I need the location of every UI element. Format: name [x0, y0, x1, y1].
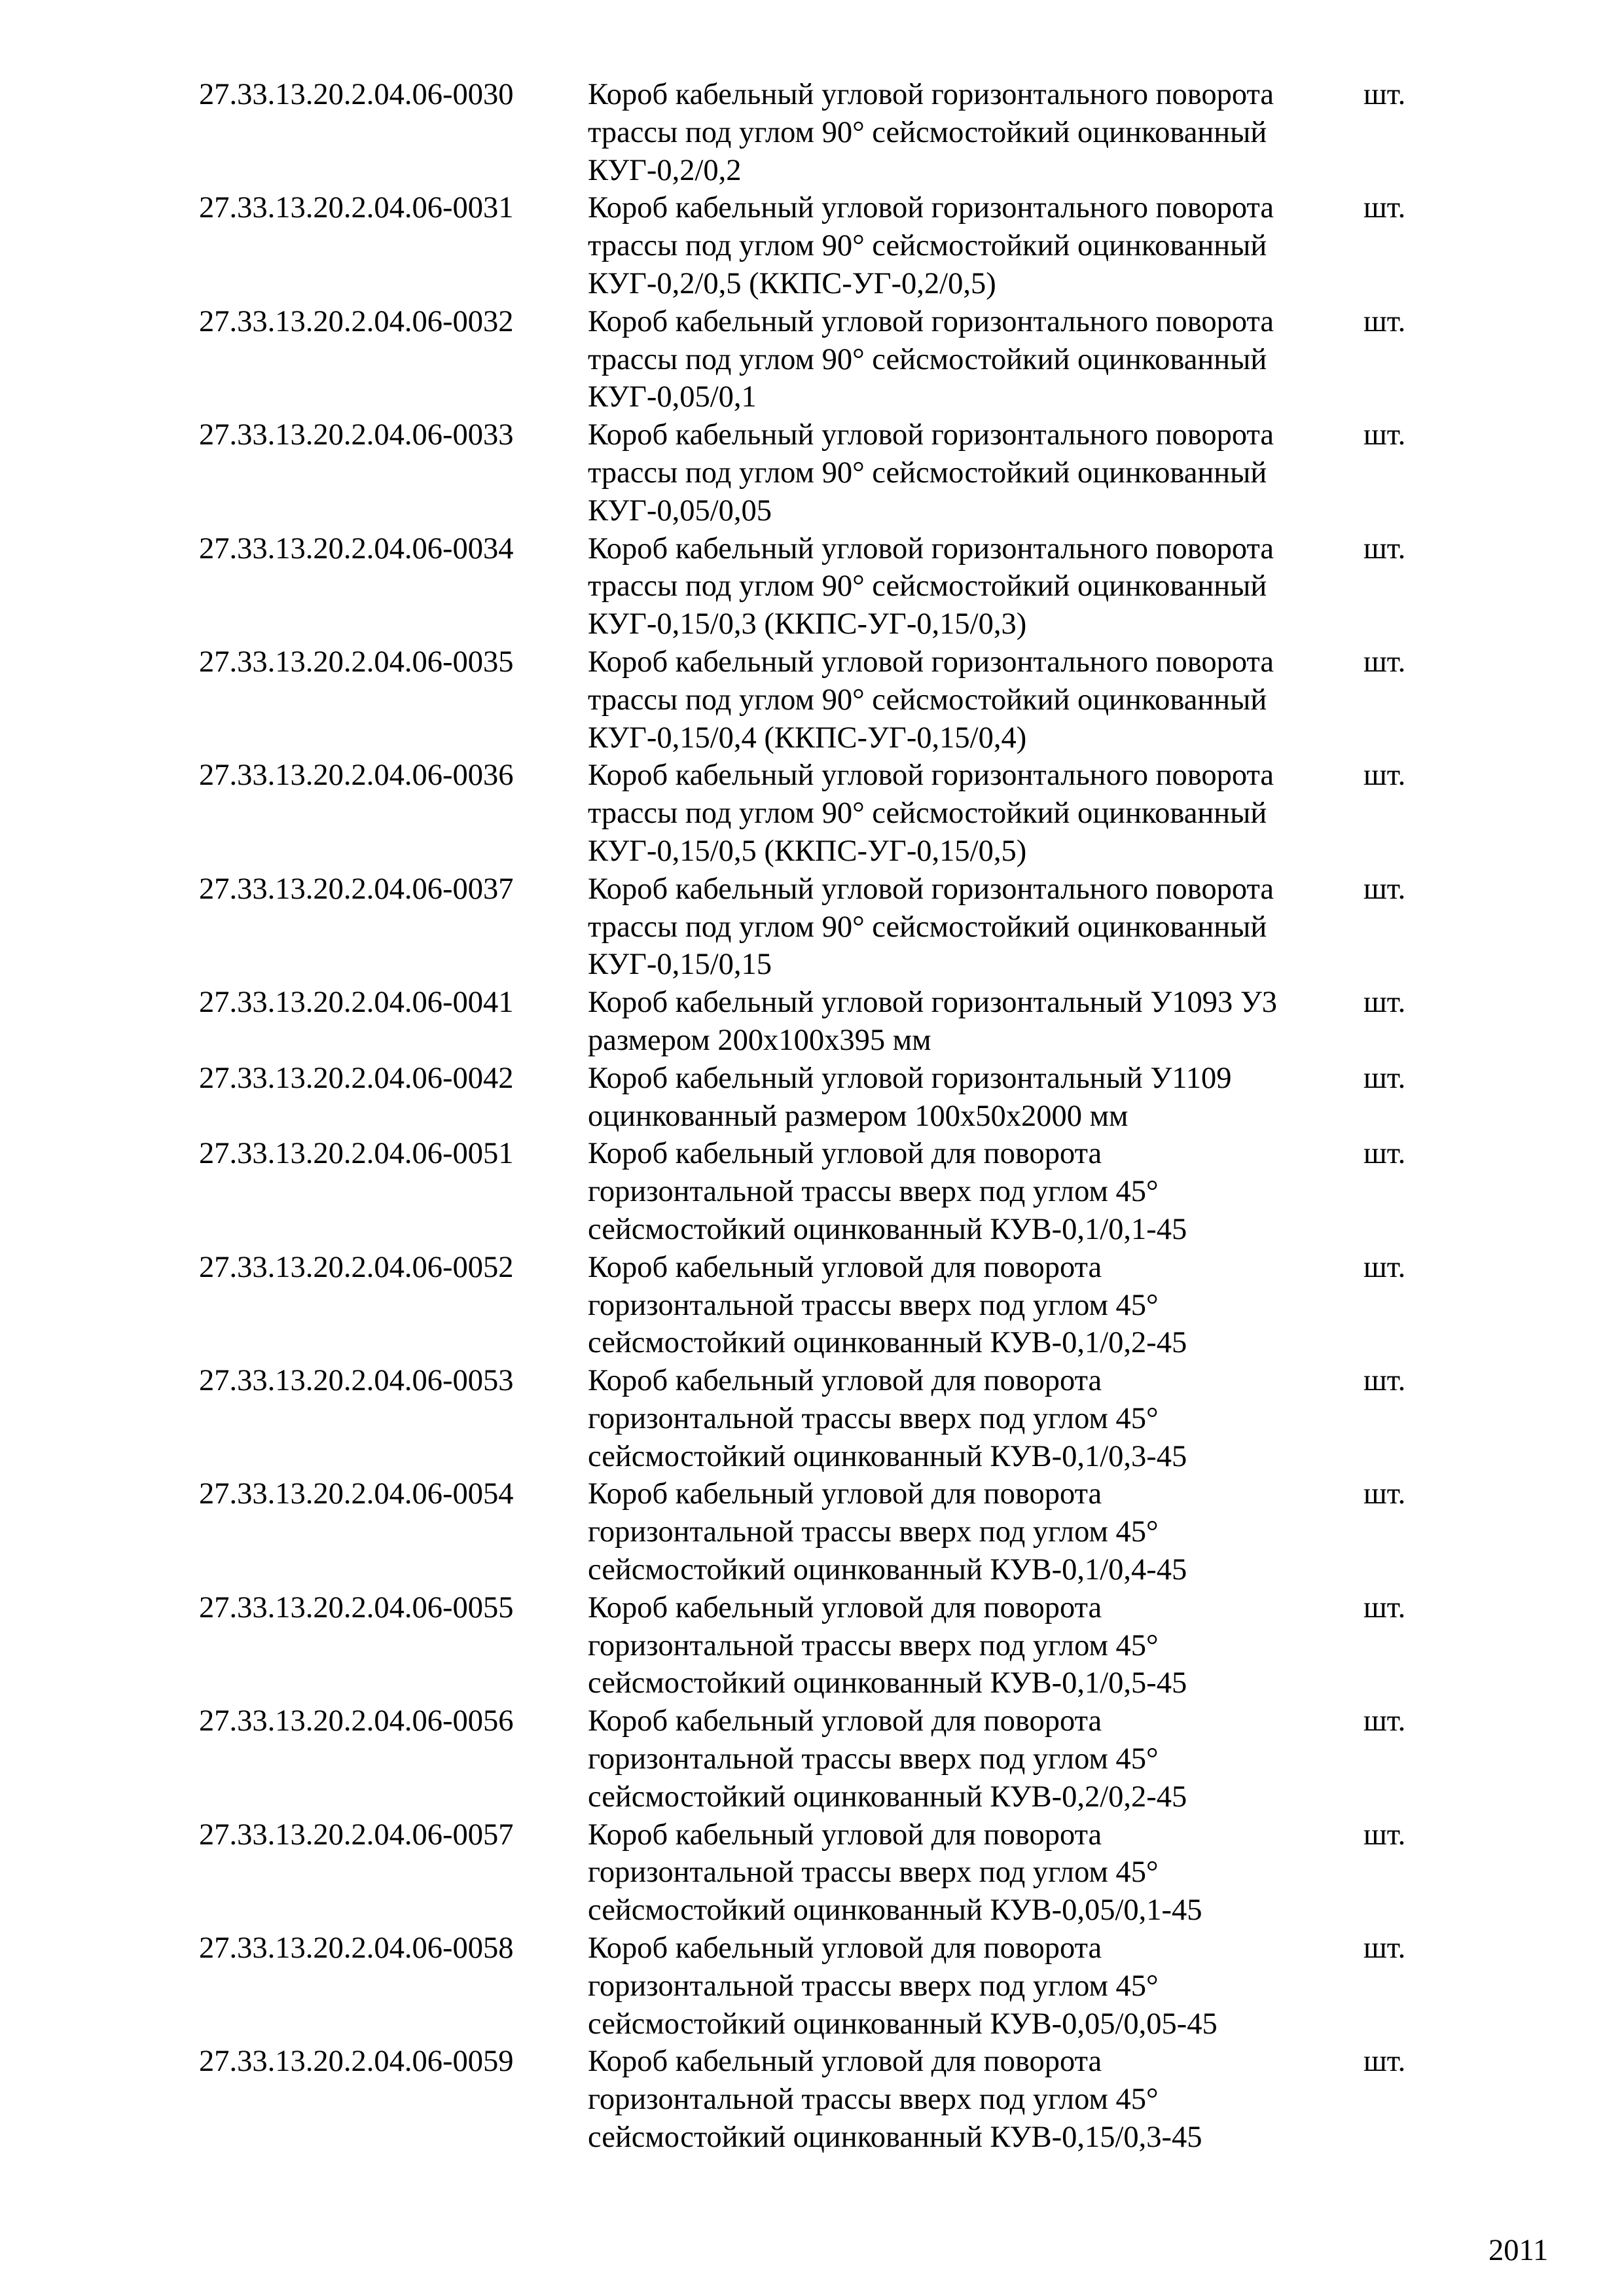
item-code: 27.33.13.20.2.04.06-0030: [199, 78, 514, 111]
item-unit: шт.: [1363, 1250, 1406, 1284]
item-description: Короб кабельный угловой для поворота горизонтальной трассы вверх под углом 45° сейсмостойкий оцинкованный КУВ-0,2/0,2-45: [588, 1704, 1187, 1814]
item-unit: шт.: [1363, 645, 1406, 679]
item-code: 27.33.13.20.2.04.06-0032: [199, 304, 514, 338]
table-row: [199, 530, 1443, 643]
item-description: Короб кабельный угловой для поворота горизонтальной трассы вверх под углом 45° сейсмостойкий оцинкованный КУВ-0,1/0,4-45: [588, 1477, 1187, 1587]
item-code: 27.33.13.20.2.04.06-0055: [199, 1590, 514, 1624]
item-code: 27.33.13.20.2.04.06-0058: [199, 1931, 514, 1965]
table-row: [199, 2043, 1443, 2156]
item-unit: шт.: [1363, 1364, 1406, 1398]
item-code: 27.33.13.20.2.04.06-0056: [199, 1704, 514, 1738]
item-description: Короб кабельный угловой для поворота горизонтальной трассы вверх под углом 45° сейсмостойкий оцинкованный КУВ-0,05/0,1-45: [588, 1818, 1202, 1928]
item-unit: шт.: [1363, 304, 1406, 338]
table-row: [199, 1249, 1443, 1362]
item-code: 27.33.13.20.2.04.06-0041: [199, 986, 514, 1020]
item-description: Короб кабельный угловой горизонтального поворота трассы под углом 90° сейсмостойкий оцинкованный КУГ-0,15/0,4 (ККПС-УГ-0,15/0,4): [588, 645, 1274, 755]
item-description: Короб кабельный угловой горизонтального поворота трассы под углом 90° сейсмостойкий оцинкованный КУГ-0,15/0,3 (ККПС-УГ-0,15/0,3): [588, 531, 1274, 641]
item-code: 27.33.13.20.2.04.06-0037: [199, 872, 514, 906]
item-unit: шт.: [1363, 872, 1406, 906]
item-description: Короб кабельный угловой горизонтального поворота трассы под углом 90° сейсмостойкий оцинкованный КУГ-0,05/0,1: [588, 304, 1274, 414]
item-description: Короб кабельный угловой горизонтального поворота трассы под углом 90° сейсмостойкий оцинкованный КУГ-0,15/0,5 (ККПС-УГ-0,15/0,5): [588, 759, 1274, 868]
table-row: [199, 1362, 1443, 1475]
table-row: [199, 1060, 1443, 1136]
item-unit: шт.: [1363, 1931, 1406, 1965]
item-unit: шт.: [1363, 1704, 1406, 1738]
item-description: Короб кабельный угловой горизонтальный У1109 оцинкованный размером 100х50х2000 мм: [588, 1061, 1232, 1133]
item-description: Короб кабельный угловой горизонтального поворота трассы под углом 90° сейсмостойкий оцинкованный КУГ-0,2/0,2: [588, 78, 1274, 187]
table-row: [199, 1589, 1443, 1702]
item-unit: шт.: [1363, 986, 1406, 1020]
table-row: [199, 189, 1443, 302]
item-unit: шт.: [1363, 1061, 1406, 1095]
item-unit: шт.: [1363, 1137, 1406, 1171]
item-description: Короб кабельный угловой для поворота горизонтальной трассы вверх под углом 45° сейсмостойкий оцинкованный КУВ-0,1/0,1-45: [588, 1137, 1187, 1246]
table-row: [199, 1702, 1443, 1816]
item-unit: шт.: [1363, 2045, 1406, 2079]
item-code: 27.33.13.20.2.04.06-0053: [199, 1364, 514, 1398]
table-row: [199, 1475, 1443, 1588]
page-number: 2011: [1489, 2234, 1549, 2267]
item-unit: шт.: [1363, 759, 1406, 793]
item-code: 27.33.13.20.2.04.06-0035: [199, 645, 514, 679]
item-unit: шт.: [1363, 191, 1406, 225]
item-description: Короб кабельный угловой для поворота горизонтальной трассы вверх под углом 45° сейсмостойкий оцинкованный КУВ-0,1/0,2-45: [588, 1250, 1187, 1360]
table-row: [199, 1816, 1443, 1929]
table-row: [199, 303, 1443, 416]
table-row: [199, 643, 1443, 757]
item-code: 27.33.13.20.2.04.06-0057: [199, 1818, 514, 1852]
table-row: [199, 1929, 1443, 2043]
item-unit: шт.: [1363, 531, 1406, 565]
table-row: [199, 416, 1443, 529]
item-description: Короб кабельный угловой горизонтального поворота трассы под углом 90° сейсмостойкий оцинкованный КУГ-0,2/0,5 (ККПС-УГ-0,2/0,5): [588, 191, 1274, 300]
item-description: Короб кабельный угловой горизонтального поворота трассы под углом 90° сейсмостойкий оцинкованный КУГ-0,05/0,05: [588, 418, 1274, 528]
item-unit: шт.: [1363, 78, 1406, 111]
item-code: 27.33.13.20.2.04.06-0059: [199, 2045, 514, 2079]
item-code: 27.33.13.20.2.04.06-0031: [199, 191, 514, 225]
items-table: [199, 76, 1443, 2157]
item-code: 27.33.13.20.2.04.06-0034: [199, 531, 514, 565]
item-unit: шт.: [1363, 1590, 1406, 1624]
item-unit: шт.: [1363, 1477, 1406, 1511]
table-row: [199, 1135, 1443, 1248]
table-row: [199, 76, 1443, 189]
item-code: 27.33.13.20.2.04.06-0036: [199, 759, 514, 793]
item-code: 27.33.13.20.2.04.06-0033: [199, 418, 514, 452]
table-row: [199, 870, 1443, 984]
item-code: 27.33.13.20.2.04.06-0052: [199, 1250, 514, 1284]
item-description: Короб кабельный угловой горизонтальный У1093 У3 размером 200х100х395 мм: [588, 986, 1278, 1057]
item-description: Короб кабельный угловой для поворота горизонтальной трассы вверх под углом 45° сейсмостойкий оцинкованный КУВ-0,1/0,3-45: [588, 1364, 1187, 1473]
item-code: 27.33.13.20.2.04.06-0054: [199, 1477, 514, 1511]
item-unit: шт.: [1363, 418, 1406, 452]
item-description: Короб кабельный угловой для поворота горизонтальной трассы вверх под углом 45° сейсмостойкий оцинкованный КУВ-0,1/0,5-45: [588, 1590, 1187, 1700]
table-row: [199, 757, 1443, 870]
item-description: Короб кабельный угловой для поворота горизонтальной трассы вверх под углом 45° сейсмостойкий оцинкованный КУВ-0,05/0,05-45: [588, 1931, 1218, 2041]
item-description: Короб кабельный угловой горизонтального поворота трассы под углом 90° сейсмостойкий оцинкованный КУГ-0,15/0,15: [588, 872, 1274, 982]
item-code: 27.33.13.20.2.04.06-0051: [199, 1137, 514, 1171]
item-description: Короб кабельный угловой для поворота горизонтальной трассы вверх под углом 45° сейсмостойкий оцинкованный КУВ-0,15/0,3-45: [588, 2045, 1202, 2155]
item-code: 27.33.13.20.2.04.06-0042: [199, 1061, 514, 1095]
item-unit: шт.: [1363, 1818, 1406, 1852]
table-row: [199, 984, 1443, 1060]
